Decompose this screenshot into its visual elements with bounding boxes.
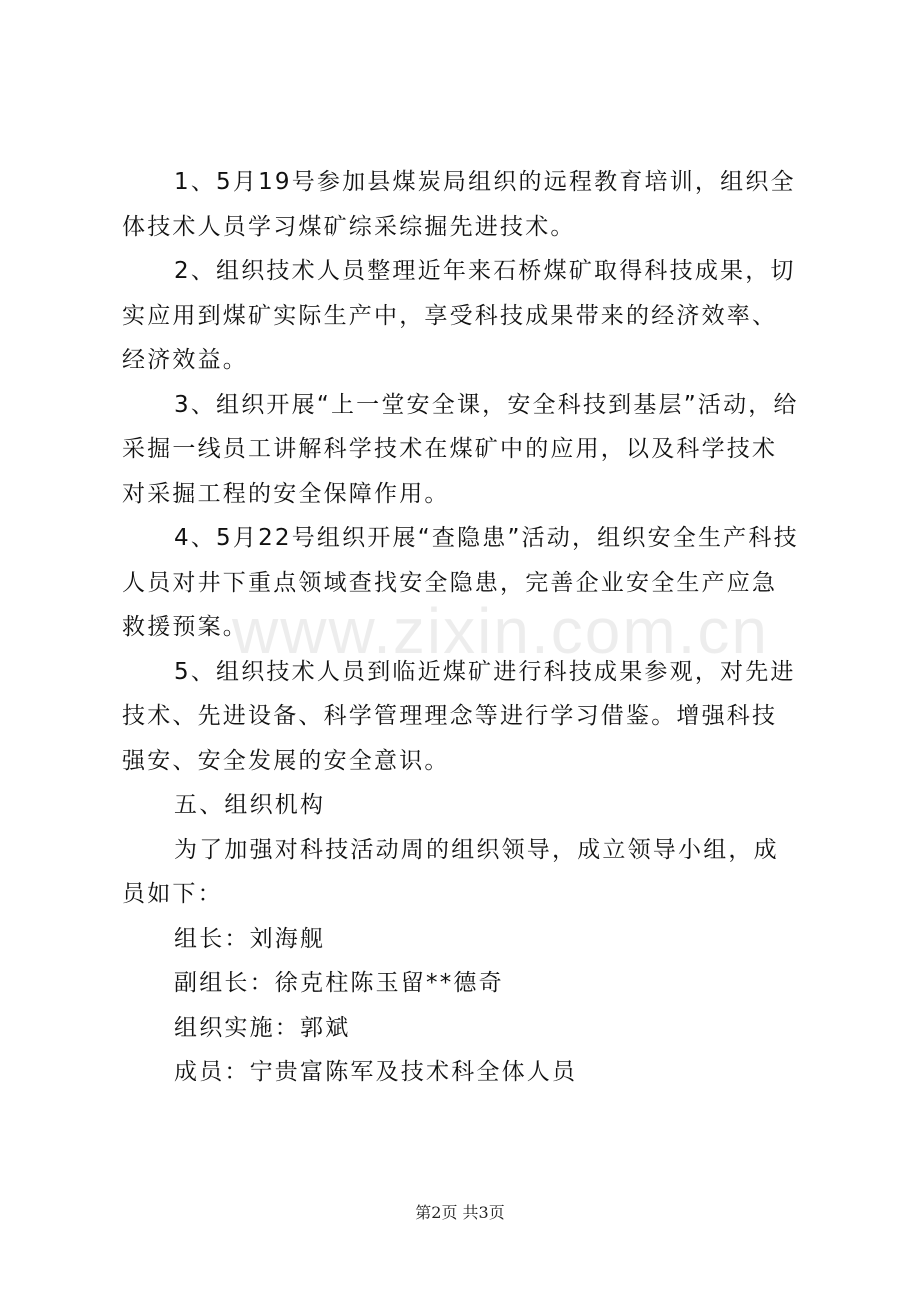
paragraph-item-5: 5、组织技术人员到临近煤矿进行科技成果参观，对先进技术、先进设备、科学管理理念等进行学习借鉴。增强科技强安、安全发展的安全意识。 bbox=[122, 658, 796, 774]
paragraph-item-1: 1、5月19号参加县煤炭局组织的远程教育培训，组织全体技术人员学习煤矿综采综掘先进技术。 bbox=[122, 169, 796, 240]
page-footer: 第2页 共3页 bbox=[415, 1203, 505, 1222]
paragraph-intro: 为了加强对科技活动周的组织领导，成立领导小组，成员如下： bbox=[122, 836, 779, 907]
paragraph-item-3: 3、组织开展“上一堂安全课，安全科技到基层”活动，给采掘一线员工讲解科学技术在煤矿中的应用，以及科学技术对采掘工程的安全保障作用。 bbox=[122, 391, 799, 507]
watermark: www.zixin.com.cn bbox=[232, 595, 769, 667]
paragraph-item-4: 4、5月22号组织开展“查隐患”活动，组织安全生产科技人员对井下重点领域查找安全隐患，完善企业安全生产应急救援预案。 bbox=[122, 525, 799, 640]
section-heading: 五、组织机构 bbox=[174, 792, 326, 818]
members-line: 成员：宁贵富陈军及技术科全体人员 bbox=[174, 1059, 578, 1085]
document-body bbox=[122, 160, 802, 1095]
implementation-line: 组织实施：郭斌 bbox=[174, 1014, 351, 1041]
paragraph-item-2: 2、组织技术人员整理近年来石桥煤矿取得科技成果，切实应用到煤矿实际生产中，享受科技成果带来的经济效率、经济效益。 bbox=[122, 258, 796, 373]
leader-line: 组长：刘海舰 bbox=[174, 925, 326, 952]
deputy-leader-line: 副组长：徐克柱陈玉留**德奇 bbox=[174, 970, 504, 996]
